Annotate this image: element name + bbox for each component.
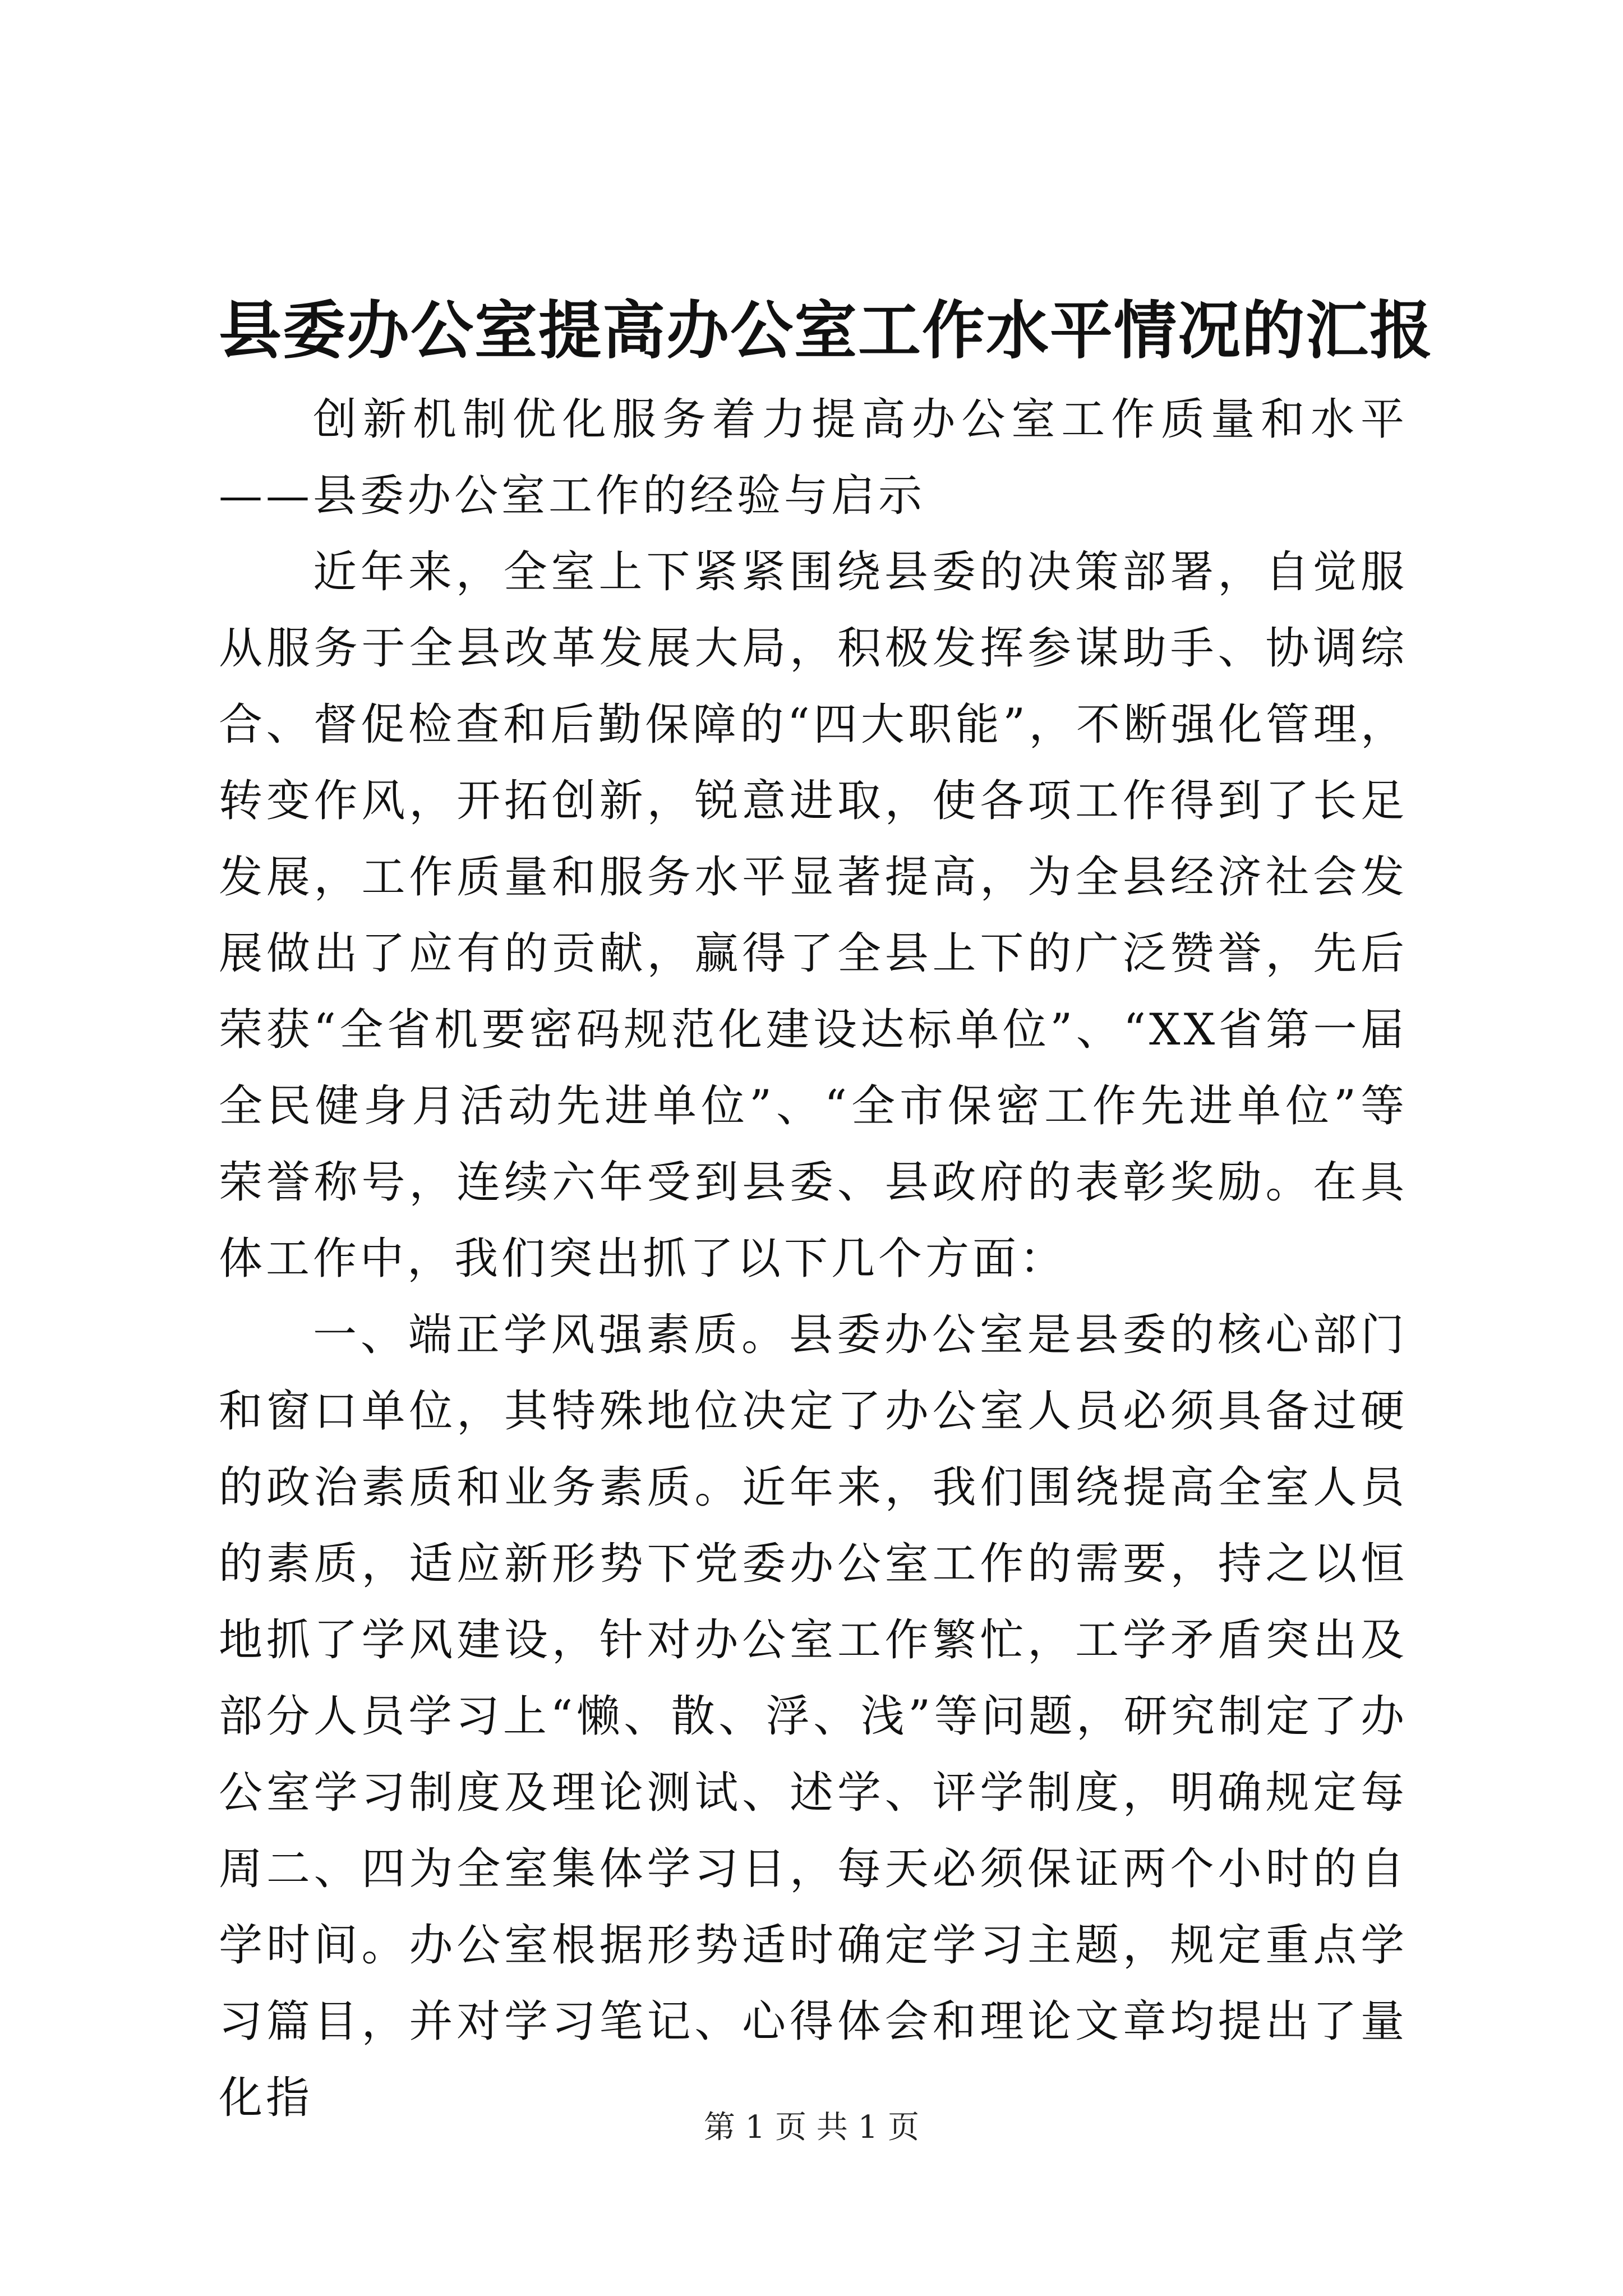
- paragraph-intro: 近年来，全室上下紧紧围绕县委的决策部署，自觉服从服务于全县改革发展大局，积极发挥参谋助手、协调综合、督促检查和后勤保障的“四大职能”，不断强化管理，转变作风，开拓创新，锐意进取，使各项工作得到了长足发展，工作质量和服务水平显著提高，为全县经济社会发展做出了应有的贡献，赢得了全县上下的广泛赞誉，先后荣获“全省机要密码规范化建设达标单位”、“XX省第一届全民健身月活动先进单位”、“全市保密工作先进单位”等荣誉称号，连续六年受到县委、县政府的表彰奖励。在具体工作中，我们突出抓了以下几个方面：: [219, 547, 1408, 1284]
- page-footer: 第 1 页 共 1 页: [703, 2109, 920, 2146]
- paragraph-subtitle: 创新机制优化服务着力提高办公室工作质量和水平——县委办公室工作的经验与启示: [219, 394, 1408, 521]
- document-title: 县委办公室提高办公室工作水平情况的汇报: [219, 294, 1433, 367]
- document-body: [219, 381, 1408, 2136]
- paragraph-section-one: 一、端正学风强素质。县委办公室是县委的核心部门和窗口单位，其特殊地位决定了办公室人员必须具备过硬的政治素质和业务素质。近年来，我们围绕提高全室人员的素质，适应新形势下党委办公室工作的需要，持之以恒地抓了学风建设，针对办公室工作繁忙，工学矛盾突出及部分人员学习上“懒、散、浮、浅”等问题，研究制定了办公室学习制度及理论测试、述学、评学制度，明确规定每周二、四为全室集体学习日，每天必须保证两个小时的自学时间。办公室根据形势适时确定学习主题，规定重点学习篇目，并对学习笔记、心得体会和理论文章均提出了量化指: [219, 1310, 1408, 2123]
